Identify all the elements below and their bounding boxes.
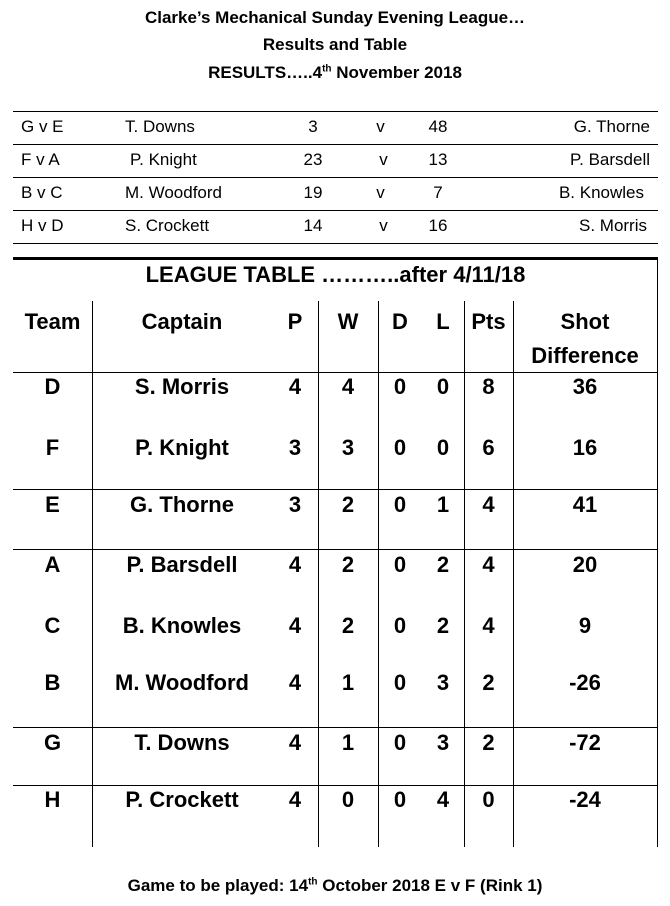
cell-points: 4 bbox=[482, 613, 495, 638]
row-group-divider bbox=[13, 727, 658, 728]
results-divider bbox=[13, 243, 658, 244]
result-away-score: 13 bbox=[428, 150, 448, 169]
cell-shot-difference: 41 bbox=[572, 492, 598, 517]
result-match: B v C bbox=[21, 183, 63, 202]
cell-team: G bbox=[43, 730, 62, 755]
cell-won: 4 bbox=[341, 374, 355, 399]
result-home-captain: T. Downs bbox=[125, 117, 195, 136]
cell-played: 4 bbox=[288, 787, 302, 812]
result-versus: v bbox=[379, 216, 388, 235]
result-home-captain: M. Woodford bbox=[125, 183, 223, 202]
cell-captain: G. Thorne bbox=[130, 492, 234, 517]
cell-lost: 3 bbox=[436, 670, 450, 695]
header-points: Pts bbox=[471, 309, 506, 334]
cell-shot-difference: 16 bbox=[572, 435, 598, 460]
cell-shot-difference: 9 bbox=[578, 613, 592, 638]
result-versus: v bbox=[379, 150, 388, 169]
header-shot-difference bbox=[513, 305, 657, 373]
cell-lost: 4 bbox=[436, 787, 450, 812]
result-match: H v D bbox=[21, 216, 64, 235]
league-table-top-border bbox=[13, 257, 658, 260]
cell-shot-difference: 20 bbox=[572, 552, 598, 577]
header-drawn: D bbox=[392, 309, 408, 334]
cell-lost: 0 bbox=[436, 374, 450, 399]
cell-shot-difference: -26 bbox=[569, 670, 601, 695]
result-away-captain: G. Thorne bbox=[573, 117, 650, 136]
cell-drawn: 0 bbox=[393, 492, 407, 517]
header-won: W bbox=[337, 309, 359, 334]
result-away-score: 7 bbox=[433, 183, 443, 202]
cell-drawn: 0 bbox=[393, 670, 407, 695]
cell-played: 4 bbox=[288, 730, 302, 755]
header-shot-line1: Shot bbox=[560, 309, 610, 334]
result-home-captain: P. Knight bbox=[130, 150, 197, 169]
result-row bbox=[13, 177, 658, 210]
result-versus: v bbox=[376, 117, 385, 136]
cell-captain: M. Woodford bbox=[115, 670, 249, 695]
cell-won: 3 bbox=[341, 435, 355, 460]
cell-drawn: 0 bbox=[393, 613, 407, 638]
next-fixture-note bbox=[0, 876, 670, 896]
cell-points: 4 bbox=[482, 492, 495, 517]
cell-points: 8 bbox=[482, 374, 495, 399]
cell-played: 4 bbox=[288, 374, 302, 399]
cell-shot-difference: -24 bbox=[569, 787, 601, 812]
row-group-divider bbox=[13, 785, 658, 786]
results-date-heading bbox=[0, 57, 670, 88]
cell-team: D bbox=[44, 374, 61, 399]
cell-points: 6 bbox=[482, 435, 495, 460]
header-team: Team bbox=[24, 309, 81, 334]
cell-lost: 0 bbox=[436, 435, 450, 460]
results-date-suffix-sup: th bbox=[322, 63, 332, 75]
header-shot-line2: Difference bbox=[531, 343, 639, 368]
league-table-title: LEAGUE TABLE ………..after 4/11/18 bbox=[145, 262, 526, 287]
cell-team: E bbox=[45, 492, 60, 517]
league-name: Clarke’s Mechanical Sunday Evening League… bbox=[144, 8, 526, 27]
cell-won: 2 bbox=[341, 492, 355, 517]
cell-points: 0 bbox=[482, 787, 495, 812]
cell-drawn: 0 bbox=[393, 552, 407, 577]
result-match: G v E bbox=[21, 117, 64, 136]
result-match: F v A bbox=[21, 150, 60, 169]
cell-drawn: 0 bbox=[393, 374, 407, 399]
row-group-divider bbox=[13, 549, 658, 550]
cell-captain: P. Knight bbox=[135, 435, 229, 460]
header-played: P bbox=[287, 309, 303, 334]
result-away-score: 48 bbox=[428, 117, 448, 136]
cell-captain: P. Barsdell bbox=[126, 552, 238, 577]
cell-captain: B. Knowles bbox=[122, 613, 242, 638]
cell-won: 0 bbox=[341, 787, 355, 812]
next-fixture-prefix: Game to be played: 14 bbox=[127, 876, 309, 895]
cell-played: 3 bbox=[288, 435, 302, 460]
cell-won: 1 bbox=[341, 670, 355, 695]
cell-played: 4 bbox=[288, 613, 302, 638]
next-fixture-suffix: October 2018 E v F (Rink 1) bbox=[317, 876, 543, 895]
cell-captain: T. Downs bbox=[134, 730, 230, 755]
row-group-divider bbox=[13, 489, 658, 490]
result-home-score: 23 bbox=[303, 150, 323, 169]
cell-team: H bbox=[44, 787, 61, 812]
result-away-score: 16 bbox=[428, 216, 448, 235]
cell-captain: S. Morris bbox=[134, 374, 230, 399]
cell-lost: 2 bbox=[436, 552, 450, 577]
cell-drawn: 0 bbox=[393, 787, 407, 812]
result-home-score: 3 bbox=[308, 117, 318, 136]
result-row bbox=[13, 210, 658, 243]
result-row bbox=[13, 111, 658, 144]
cell-team: A bbox=[44, 552, 61, 577]
cell-won: 1 bbox=[341, 730, 355, 755]
result-home-captain: S. Crockett bbox=[125, 216, 210, 235]
result-home-score: 19 bbox=[303, 183, 323, 202]
cell-played: 4 bbox=[288, 670, 302, 695]
cell-team: B bbox=[44, 670, 61, 695]
result-away-captain: S. Morris bbox=[579, 216, 647, 235]
header-captain: Captain bbox=[141, 309, 223, 334]
cell-drawn: 0 bbox=[393, 435, 407, 460]
cell-captain: P. Crockett bbox=[125, 787, 239, 812]
cell-lost: 2 bbox=[436, 613, 450, 638]
result-away-captain: B. Knowles bbox=[558, 183, 644, 202]
result-away-captain: P. Barsdell bbox=[569, 150, 650, 169]
league-table bbox=[13, 257, 658, 847]
result-home-score: 14 bbox=[303, 216, 323, 235]
cell-points: 2 bbox=[482, 730, 495, 755]
results-date-prefix: RESULTS…..4 bbox=[208, 63, 323, 82]
cell-points: 4 bbox=[482, 552, 495, 577]
cell-drawn: 0 bbox=[393, 730, 407, 755]
result-row bbox=[13, 144, 658, 177]
document-subtitle: Results and Table bbox=[262, 35, 408, 54]
cell-played: 3 bbox=[288, 492, 302, 517]
cell-lost: 1 bbox=[436, 492, 450, 517]
results-date-suffix: November 2018 bbox=[331, 63, 462, 82]
cell-points: 2 bbox=[482, 670, 495, 695]
cell-shot-difference: 36 bbox=[572, 374, 598, 399]
cell-played: 4 bbox=[288, 552, 302, 577]
cell-team: F bbox=[45, 435, 60, 460]
cell-team: C bbox=[44, 613, 61, 638]
cell-won: 2 bbox=[341, 613, 355, 638]
table-right-border bbox=[657, 257, 658, 847]
next-fixture-sup: th bbox=[308, 876, 318, 888]
header-lost: L bbox=[436, 309, 450, 334]
result-versus: v bbox=[376, 183, 385, 202]
cell-won: 2 bbox=[341, 552, 355, 577]
cell-lost: 3 bbox=[436, 730, 450, 755]
cell-shot-difference: -72 bbox=[569, 730, 601, 755]
